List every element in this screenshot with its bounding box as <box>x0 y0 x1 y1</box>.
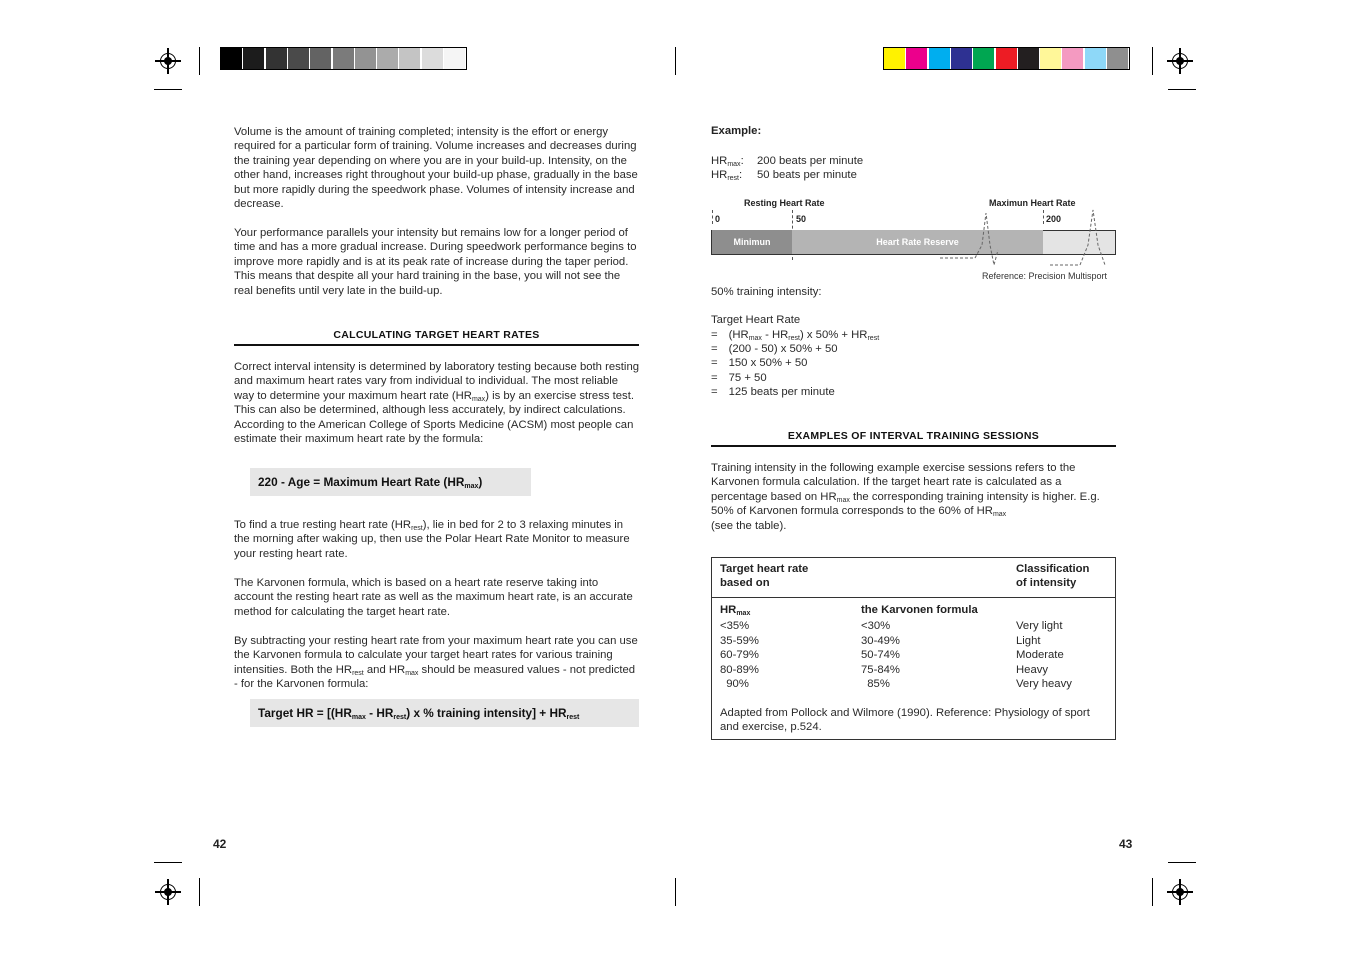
color-swatch <box>288 48 309 69</box>
diagram-reference: Reference: Precision Multisport <box>982 271 1108 281</box>
target-hr-title: Target Heart Rate <box>711 314 801 326</box>
table-cell: 90% <box>720 678 749 691</box>
registration-mark-icon <box>1172 53 1188 69</box>
color-swatch <box>310 48 331 69</box>
table-subheader-hrmax: $HR_{max}$ <box>720 604 751 617</box>
color-swatch <box>1062 48 1083 69</box>
tick-marker-0 <box>712 210 713 224</box>
diagram-dashed-curves <box>930 205 1130 270</box>
color-swatch <box>422 48 443 69</box>
crop-mark <box>1168 89 1196 90</box>
section-heading-calculating: CALCULATING TARGET HEART RATES <box>333 329 540 341</box>
calculation-step: = 150 x 50% + 50 <box>711 357 808 369</box>
color-swatch <box>333 48 354 69</box>
table-cell: 75-84% <box>861 663 900 676</box>
table-cell: 50-74% <box>861 649 900 662</box>
color-swatch <box>884 48 905 69</box>
table-cell: 30-49% <box>861 634 900 647</box>
registration-mark-icon <box>1172 884 1188 900</box>
example-label: Example: <box>711 125 762 137</box>
table-cell: Moderate <box>1016 649 1064 662</box>
color-swatch <box>1107 48 1128 69</box>
table-cell: 85% <box>861 678 890 691</box>
calculation-step: = $(HR_{max} - HR_{rest})$ x $50\% + HR_{rest}$ <box>711 329 880 342</box>
table-cell: Very heavy <box>1016 678 1072 691</box>
formula-max-heart-rate: 220 - Age = Maximum Heart Rate $(HR_{max})$ <box>250 468 531 496</box>
resting-heart-rate-label: Resting Heart Rate <box>744 198 825 208</box>
table-cell: Light <box>1016 634 1041 647</box>
color-swatch <box>1085 48 1106 69</box>
table-cell: 35-59% <box>720 634 759 647</box>
color-swatch <box>444 48 465 69</box>
table-cell: <30% <box>861 620 891 632</box>
color-swatch <box>377 48 398 69</box>
table-cell: <35% <box>720 620 750 632</box>
color-swatch <box>243 48 264 69</box>
table-row <box>712 677 1115 691</box>
crop-mark <box>154 862 182 863</box>
crop-mark <box>199 878 200 906</box>
calculation-step: = 75 + 50 <box>711 372 767 384</box>
crop-mark <box>199 47 200 75</box>
table-header-col1: Target heart rate based on <box>720 563 809 589</box>
color-swatch <box>951 48 972 69</box>
color-swatch <box>973 48 994 69</box>
color-swatch <box>929 48 950 69</box>
tick-label-50: 50 <box>796 214 807 224</box>
maximum-heart-rate-label: Maximun Heart Rate <box>989 198 1076 208</box>
crop-mark <box>675 47 676 75</box>
table-row <box>712 663 1115 677</box>
table-row <box>712 634 1115 648</box>
calculation-step: = 125 beats per minute <box>711 386 835 398</box>
paragraph-subtracting: By subtracting your resting heart rate from your maximum heart rate you can use the Karvonen formula to calculate your target heart rates for various training intensities. Both the $HR_{rest}$ and $HR_{max}$ should be measured values - not predicted - for the Karvonen formula: <box>234 635 638 691</box>
crop-mark <box>675 878 676 906</box>
table-cell: Very light <box>1016 620 1063 632</box>
paragraph-training-intensity: Training intensity in the following example exercise sessions refers to the Karvonen formula calculation. If the target heart rate is calculated as a percentage based on $HR_{max}$ the corresponding training intensity is higher. E.g. 50% of Karvonen formula corresponds to the 60% of $HR_{max}$ (see the table). <box>711 462 1100 532</box>
intensity-table <box>711 557 1116 740</box>
paragraph-resting-heart-rate: To find a true resting heart rate $(HR_{rest})$, lie in bed for 2 to 3 relaxing minutes in the morning after waking up, then use the Polar Heart Rate Monitor to measure your resting heart rate. <box>234 519 630 560</box>
table-header-col3: Classification of intensity <box>1016 563 1090 589</box>
page-number-right: 43 <box>1119 837 1133 851</box>
table-row <box>712 619 1115 633</box>
paragraph-volume-intensity: Volume is the amount of training completed; intensity is the effort or energy required for a particular form of training. Volume increases and decreases during the training year depending on where you are in your build-up. Intensity, on the other hand, increases right throughout your build-up phase, gradually in the base but more rapidly during the speedwork phase. Volumes of intensity increase and decrease. <box>234 126 638 211</box>
color-swatch <box>399 48 420 69</box>
segment-minimum: Minimun <box>712 230 792 254</box>
paragraph-karvonen: The Karvonen formula, which is based on a heart rate reserve taking into account the resting heart rate as well as the maximum heart rate, is an accurate method for calculating the target heart rate. <box>234 577 633 618</box>
hrmax-line: $HR_{max}$: 200 beats per minute <box>711 155 864 168</box>
table-row <box>712 648 1115 662</box>
tick-label-0: 0 <box>715 214 721 224</box>
crop-mark <box>1152 878 1153 906</box>
crop-mark <box>1152 47 1153 75</box>
registration-mark-icon <box>160 53 176 69</box>
section-heading-interval-sessions: EXAMPLES OF INTERVAL TRAINING SESSIONS <box>787 430 1040 442</box>
hrrest-line: $HR_{rest}$: 50 beats per minute <box>711 169 857 182</box>
crop-mark <box>154 89 182 90</box>
paragraph-performance: Your performance parallels your intensity but remains low for a longer period of time and has a more gradual increase. During speedwork performance begins to improve more rapidly and is at its peak rate of increase during the taper period. This means that despite all your hard training in the base, you will not see the real benefits until very late in the build-up. <box>234 227 637 297</box>
color-swatch <box>1040 48 1061 69</box>
paragraph-interval-intensity: Correct interval intensity is determined by laboratory testing because both resting and maximum heart rates vary from individual to individual. The most reliable way to determine your maximum heart rate $(HR_{max})$ is by an exercise stress test. This can also be determined, although less accurately, by indirect calculations. According to the American College of Sports Medicine (ACSM) most people can estimate their maximum heart rate by the formula: <box>234 361 640 446</box>
table-subheader-karvonen: the Karvonen formula <box>861 604 978 616</box>
calculation-step: = (200 - 50) x 50% + 50 <box>711 343 838 355</box>
table-note: Adapted from Pollock and Wilmore (1990). Reference: Physiology of sport and exercise, p.524. <box>720 707 1090 734</box>
table-header-divider <box>712 597 1115 598</box>
page-number-left: 42 <box>213 837 227 851</box>
table-cell: 80-89% <box>720 663 759 676</box>
intensity-line: 50% training intensity: <box>711 286 822 298</box>
crop-mark <box>1168 862 1196 863</box>
color-swatch <box>906 48 927 69</box>
section-rule <box>234 344 639 346</box>
segment-heart-rate-reserve: Heart Rate Reserve <box>792 230 1043 254</box>
table-cell: Heavy <box>1016 663 1049 676</box>
color-swatch <box>221 48 242 69</box>
formula-target-hr: Target HR = [$(HR_{max} - HR_{rest})$ x % training intensity] + $HR_{rest}$ <box>250 699 639 727</box>
color-swatch <box>355 48 376 69</box>
registration-mark-icon <box>160 884 176 900</box>
table-cell: 60-79% <box>720 649 759 662</box>
color-swatch <box>996 48 1017 69</box>
color-swatch <box>266 48 287 69</box>
tick-label-200: 200 <box>1046 214 1062 224</box>
section-rule <box>711 445 1116 447</box>
color-swatch <box>1018 48 1039 69</box>
